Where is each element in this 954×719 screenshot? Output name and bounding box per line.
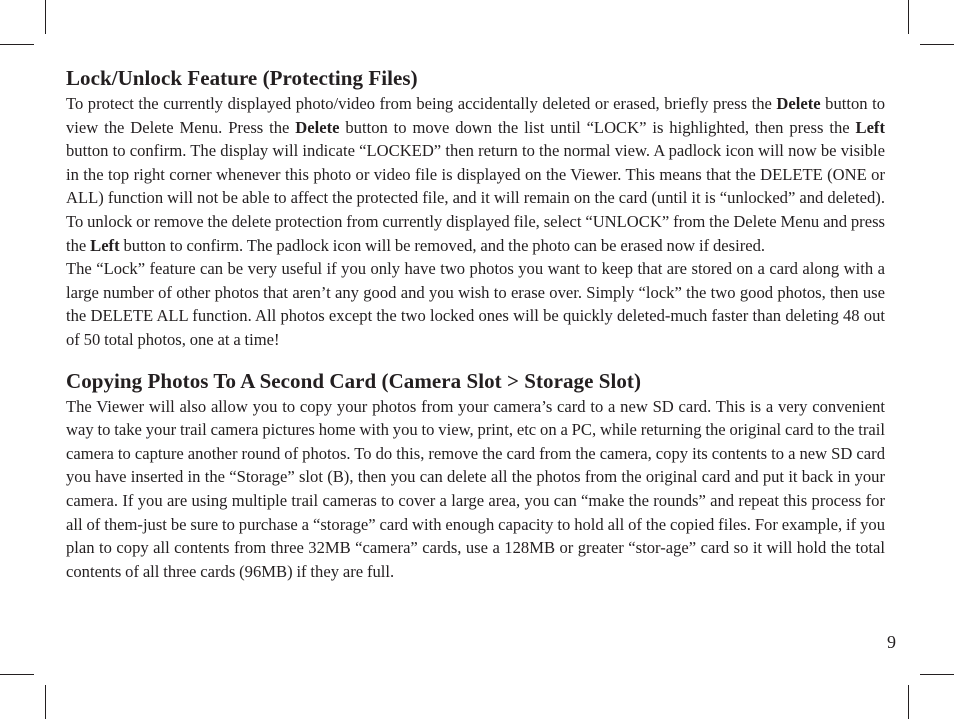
crop-mark-bottom-left-vertical	[45, 685, 46, 719]
copying-photos-section	[66, 367, 885, 584]
lock-unlock-paragraph-1	[66, 92, 885, 257]
text-run: To protect the currently displayed photo/video from being accidentally deleted or erased, briefly press the	[66, 94, 777, 113]
delete-button-term: Delete	[776, 94, 821, 113]
lock-unlock-heading: Lock/Unlock Feature (Protecting Files)	[66, 66, 418, 90]
delete-button-term: Delete	[295, 117, 340, 137]
text-run: button to confirm. The padlock icon will be removed, and the photo can be erased now if desired.	[119, 235, 766, 255]
left-button-term: Left	[855, 117, 885, 137]
left-button-term: Left	[90, 235, 120, 255]
copying-photos-heading: Copying Photos To A Second Card (Camera Slot > Storage Slot)	[66, 368, 642, 393]
page-content	[66, 64, 885, 583]
lock-unlock-section	[66, 64, 885, 352]
crop-mark-top-left-horizontal	[0, 44, 34, 45]
text-run: button to confirm. The display will indicate “LOCKED” then return to the normal view. A padlock icon will now be visible in the top right corner whenever this photo or video file is displayed on the Viewer. This means that the DELETE (ONE or ALL) function will not be able to affect the protected file, and it will remain on the card (until it is “unlocked” and deleted). To unlock or remove the delete protection from currently displayed file, select “UNLOCK” from the Delete Menu and press the	[66, 141, 885, 255]
crop-mark-bottom-right-horizontal	[920, 674, 954, 675]
crop-mark-bottom-right-vertical	[908, 685, 909, 719]
lock-unlock-paragraph-2: The “Lock” feature can be very useful if you only have two photos you want to keep that are stored on a card along with a large number of other photos that aren’t any good and you wish to erase over. Simply “lock” the two good photos, then use the DELETE ALL function. All photos except the two locked ones will be quickly deleted-much faster than deleting 48 out of 50 total photos, one at a time!	[66, 259, 885, 349]
section-gap	[66, 352, 885, 367]
text-run: button to view the Delete Menu. Press the	[66, 94, 886, 137]
crop-mark-top-left-vertical	[45, 0, 46, 34]
text-run: button to move down the list until “LOCK” is highlighted, then press the	[339, 117, 856, 137]
crop-mark-bottom-left-horizontal	[0, 674, 34, 675]
copying-photos-paragraph: The Viewer will also allow you to copy your photos from your camera’s card to a new SD card. This is a very convenient way to take your trail camera pictures home with you to view, print, etc on a PC, while returning the original card to the trail camera to capture another round of photos. To do this, remove the card from the camera, copy its contents to a new SD card you have inserted in the “Storage” slot (B), then you can delete all the photos from the original card and put it back in your camera. If you are using multiple trail cameras to cover a large area, you can “make the rounds” and repeat this process for all of them-just be sure to purchase a “storage” card with enough capacity to hold all of the copied files. For example, if you plan to copy all contents from three 32MB “camera” cards, use a 128MB or greater “stor-age” card so it will hold the total contents of all three cards (96MB) if they are full.	[66, 396, 885, 581]
page-number: 9	[887, 632, 896, 652]
crop-mark-top-right-vertical	[908, 0, 909, 34]
crop-mark-top-right-horizontal	[920, 44, 954, 45]
